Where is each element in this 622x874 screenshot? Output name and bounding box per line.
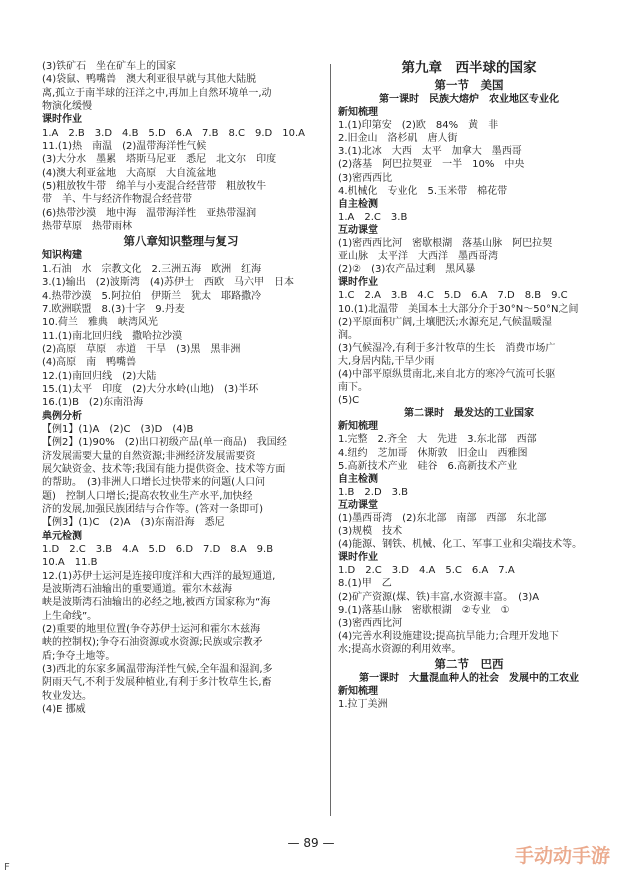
text-line: 是波斯湾石油输出的重要通道。霍尔木兹海 [42, 584, 232, 596]
lesson-title: 第二课时 最发达的工业国家 [404, 408, 534, 420]
text-line: (4)高原 南 鸭嘴兽 [42, 357, 137, 369]
text-line: 带 羊、牛与经济作物混合经营带 [42, 194, 192, 206]
text-line: 题) 控制人口增长;提高农牧业生产水平,加快经 [42, 490, 253, 502]
text-line: (2)② (3)农产品过剩 黑风暴 [338, 264, 476, 276]
text-line: (4)中部平原纵贯南北,来自北方的寒冷气流可长驱 [338, 368, 556, 380]
text-line: (5)C [338, 395, 360, 407]
section-label: 单元检测 [42, 530, 82, 542]
text-line: 物演化缓慢 [42, 101, 92, 113]
text-line: 离,孤立于南半球的汪洋之中,再加上自然环境单一,动 [42, 87, 272, 99]
text-line: 3.(1)北冰 大西 太平 加拿大 墨西哥 [338, 146, 522, 158]
text-line: (6)热带沙漠 地中海 温带海洋性 亚热带湿润 [42, 207, 257, 219]
text-line: 南下。 [338, 382, 368, 394]
section-title: 第二节 巴西 [434, 657, 504, 672]
text-line: (2)高原 草原 赤道 干旱 (3)黑 黑非洲 [42, 343, 241, 355]
text-line: (3)气候湿冷,有利于多汁牧草的生长 消费市场广 [338, 342, 556, 354]
text-line: 展欠缺资金、技术等;我国有能力提供资金、技术等方面 [42, 463, 286, 475]
text-line: 热带草原 热带雨林 [42, 221, 132, 233]
section-label: 互动课堂 [338, 224, 378, 236]
chapter-heading: 第八章知识整理与复习 [123, 234, 239, 249]
text-line: (3)大分水 墨累 塔斯马尼亚 悉尼 北文尔 印度 [42, 154, 277, 166]
watermark-logo: 手动动手游 [514, 845, 610, 867]
text-line: 12.(1)苏伊士运河是连接印度洋和大西洋的最短通道, [42, 570, 276, 582]
page-number: — 89 — [287, 836, 335, 850]
text-line: 1.石油 水 宗教文化 2.三洲五海 欧洲 红海 [42, 263, 262, 275]
section-label: 新知梳理 [338, 107, 378, 119]
section-label: 自主检测 [338, 473, 378, 485]
text-line: 10.荷兰 雅典 峡湾风光 [42, 317, 158, 329]
text-line: 水;提高水资源的利用效率。 [338, 643, 462, 655]
fold-mark: F [4, 862, 10, 873]
text-line: (4)E 挪威 [42, 704, 86, 716]
lesson-title: 第一课时 大量混血种人的社会 发展中的工农业 [359, 673, 579, 685]
text-line: (4)能源、钢铁、机械、化工、军事工业和尖端技术等。 [338, 539, 583, 551]
text-line: 8.(1)甲 乙 [338, 578, 392, 590]
text-line: 3.(1)输出 (2)波斯湾 (4)苏伊士 西欧 马六甲 日本 [42, 277, 295, 289]
text-line: (3)密西西比河 [338, 617, 403, 629]
section-label: 知识构建 [42, 250, 82, 262]
text-line: 上生命线”。 [42, 610, 98, 622]
text-line: 16.(1)B (2)东南沿海 [42, 397, 144, 409]
section-label: 新知梳理 [338, 421, 378, 433]
section-label: 课时作业 [42, 114, 82, 126]
text-line: 12.(1)南回归线 (2)大陆 [42, 370, 157, 382]
text-line: 1.D 2.C 3.B 4.A 5.D 6.D 7.D 8.A 9.B [42, 544, 274, 556]
text-line: 1.拉丁美洲 [338, 699, 388, 711]
text-line: 11.(1)热 南温 (2)温带海洋性气候 [42, 141, 207, 153]
text-line: 10.(1)北温带 美国本土大部分介于30°N～50°N之间 [338, 303, 579, 315]
text-line: 峡的控制权);争夺石油资源或水资源;民族或宗教矛 [42, 637, 263, 649]
text-line: 盾;争夺土地等。 [42, 650, 116, 662]
left-column [42, 60, 320, 717]
right-column [338, 60, 600, 711]
section-label: 自主检测 [338, 198, 378, 210]
text-line: 1.A 2.B 3.D 4.B 5.D 6.A 7.B 8.C 9.D 10.A [42, 127, 305, 139]
text-line: (1)密西西比河 密歇根湖 落基山脉 阿巴拉契 [338, 238, 553, 250]
text-line: (4)完善水利设施建设;提高抗旱能力;合理开发地下 [338, 630, 559, 642]
text-line: 大,身居内陆,干旱少雨 [338, 355, 435, 367]
section-label: 课时作业 [338, 277, 378, 289]
text-line: (3)规模 技术 [338, 526, 403, 538]
text-line: 1.A 2.C 3.B [338, 211, 408, 223]
text-line: 济发展需要大量的自然资源;非洲经济发展需要资 [42, 450, 256, 462]
text-line: 4.机械化 专业化 5.玉米带 棉花带 [338, 185, 508, 197]
text-line: 润。 [338, 329, 358, 341]
text-line: 1.(1)印第安 (2)欧 84% 黄 非 [338, 120, 499, 132]
text-line: (3)西北的东家多属温带海洋性气候,全年温和湿润,多 [42, 664, 273, 676]
text-line: (3)铁矿石 坐在矿车上的国家 [42, 61, 177, 72]
text-line: 15.(1)太平 印度 (2)大分水岭(山地) (3)半环 [42, 383, 259, 395]
section-label: 课时作业 [338, 552, 378, 564]
section-label: 新知梳理 [338, 686, 378, 698]
text-line: (5)粗放牧牛带 绵羊与小麦混合经营带 粗放牧牛 [42, 181, 267, 193]
text-line: (2)矿产资源(煤、铁)丰富,水资源丰富。 (3)A [338, 591, 540, 603]
text-line: (2)平原面积广阔,土壤肥沃;水源充足,气候温暖湿 [338, 316, 552, 328]
text-line: 【例2】(1)90% (2)出口初级产品(单一商品) 我国经 [42, 437, 287, 449]
text-line: 7.欧洲联盟 8.(3)十字 9.丹麦 [42, 303, 185, 315]
text-line: 峡是波斯湾石油输出的必经之地,被西方国家称为“海 [42, 597, 271, 609]
text-line: 的帮助。 (3)非洲人口增长过快带来的问题(人口问 [42, 477, 266, 489]
text-line: 亚山脉 太平洋 大西洋 墨西哥湾 [338, 251, 498, 263]
text-line: (3)密西西比 [338, 172, 393, 184]
section-title: 第一节 美国 [434, 78, 504, 92]
text-line: (1)墨西哥湾 (2)东北部 南部 西部 东北部 [338, 513, 547, 524]
text-line: 5.高新技术产业 硅谷 6.高新技术产业 [338, 460, 518, 472]
text-line: 阴雨天气,不利于发展种植业,有利于多汁牧草生长,畜 [42, 677, 272, 689]
text-line: 2.旧金山 洛杉矶 唐人街 [338, 133, 458, 145]
text-line: 1.完整 2.齐全 大 先进 3.东北部 西部 [338, 434, 537, 446]
text-line: 10.A 11.B [42, 557, 98, 569]
text-line: (4)澳大利亚盆地 大高原 大自流盆地 [42, 167, 217, 179]
section-label: 互动课堂 [338, 499, 378, 511]
text-line: 1.B 2.D 3.B [338, 486, 409, 498]
text-line: (2)落基 阿巴拉契亚 一半 10% 中央 [338, 159, 525, 171]
text-line: 济的发展,加强民族团结与合作等。(答对一条即可) [42, 504, 263, 515]
text-line: 牧业发达。 [42, 690, 92, 702]
text-line: 9.(1)落基山脉 密歇根湖 ②专业 ① [338, 604, 510, 616]
section-label: 典例分析 [42, 410, 82, 422]
chapter-title: 第九章 西半球的国家 [401, 60, 537, 76]
text-line: 4.热带沙漠 5.阿拉伯 伊斯兰 犹太 耶路撒冷 [42, 290, 262, 302]
lesson-title: 第一课时 民族大熔炉 农业地区专业化 [379, 94, 559, 105]
text-line: 【例1】(1)A (2)C (3)D (4)B [42, 423, 194, 435]
text-line: 4.纽约 芝加哥 休斯敦 旧金山 西雅图 [338, 447, 528, 459]
text-line: (2)重要的地里位置(争夺苏伊士运河和霍尔木兹海 [42, 624, 261, 636]
text-line: (4)袋鼠、鸭嘴兽 澳大利亚很早就与其他大陆脱 [42, 74, 257, 86]
text-line: 1.D 2.C 3.D 4.A 5.C 6.A 7.A [338, 565, 515, 577]
text-line: 【例3】(1)C (2)A (3)东南沿海 悉尼 [42, 517, 225, 529]
text-line: 1.C 2.A 3.B 4.C 5.D 6.A 7.D 8.B 9.C [338, 290, 568, 302]
column-divider [330, 64, 331, 816]
text-line: 11.(1)南北回归线 撒哈拉沙漠 [42, 330, 183, 342]
